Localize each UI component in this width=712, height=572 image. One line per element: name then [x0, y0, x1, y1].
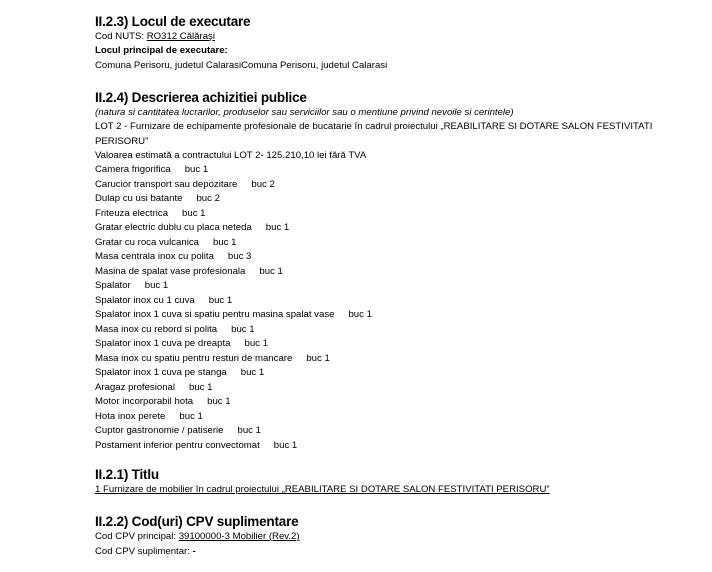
- item-qty: buc 1: [240, 367, 265, 378]
- list-item: [95, 178, 692, 193]
- section-heading-place-of-execution: II.2.3) Locul de executare: [95, 14, 251, 29]
- section-heading-cpv: II.2.2) Cod(uri) CPV suplimentare: [95, 514, 299, 529]
- main-place-value: Comuna Perisoru, judetul CalarasiComuna Perisoru, judetul Calarasi: [95, 60, 388, 71]
- item-qty: buc 3: [227, 251, 252, 262]
- item-qty: buc 1: [348, 309, 372, 320]
- list-item: [95, 424, 692, 439]
- item-name: Gratar electric dublu cu placa neteda: [95, 222, 252, 233]
- item-name: Spalator inox 1 cuva si spatiu pentru masina spalat vase: [95, 309, 335, 320]
- item-name: Masina de spalat vase profesionala: [95, 265, 246, 277]
- item-qty: buc 1: [207, 396, 231, 407]
- list-item: [95, 207, 692, 222]
- cpv-extra-label: Cod CPV suplimentar:: [95, 546, 193, 557]
- lot-title: 1 Furnizare de mobilier în cadrul proiectului „REABILITARE SI DOTARE SALON FESTIVITATI PERISORU”: [95, 484, 550, 495]
- list-item: [95, 279, 692, 294]
- cpv-main-label: Cod CPV principal:: [95, 531, 179, 542]
- list-item: [95, 439, 692, 454]
- list-item: [95, 410, 692, 425]
- item-name: Postament inferior pentru convectomat: [95, 439, 260, 451]
- item-name: Friteuza electrica: [95, 207, 169, 219]
- list-item: [95, 192, 692, 207]
- item-name: Camera frigorifica: [95, 164, 171, 175]
- cpv-extra-value: -: [192, 546, 196, 557]
- list-item: [95, 236, 692, 251]
- item-name: Spalator inox cu 1 cuva: [95, 294, 195, 306]
- item-name: Spalator: [95, 280, 131, 291]
- item-qty: buc 1: [237, 425, 261, 436]
- item-qty: buc 1: [273, 439, 298, 451]
- cpv-extra-line: [95, 545, 692, 560]
- item-qty: buc 1: [189, 381, 213, 393]
- equipment-list: [95, 163, 692, 453]
- nuts-code-label: Cod NUTS:: [95, 31, 147, 42]
- cpv-main-line: [95, 530, 692, 545]
- list-item: [95, 308, 692, 323]
- item-qty: buc 1: [306, 352, 330, 364]
- estimated-value: Valoarea estimată a contractului LOT 2- 125.210,10 lei fără TVA: [95, 150, 367, 161]
- item-qty: buc 1: [144, 280, 169, 291]
- item-qty: buc 1: [212, 236, 237, 248]
- item-name: Spalator inox 1 cuva pe dreapta: [95, 338, 231, 349]
- section-heading-title: II.2.1) Titlu: [95, 467, 159, 482]
- item-name: Motor incorporabil hota: [95, 396, 194, 407]
- item-name: Cuptor gastronomie / patiserie: [95, 425, 224, 436]
- description-note: (natura si cantitatea lucrarilor, produselor sau serviciilor sau o mentiune privind nevoile si cerintele): [95, 107, 514, 118]
- item-qty: buc 1: [265, 222, 290, 233]
- list-item: [95, 381, 692, 396]
- list-item: [95, 294, 692, 309]
- list-item: [95, 163, 692, 178]
- item-name: Dulap cu usi batante: [95, 193, 183, 204]
- list-item: [95, 250, 692, 265]
- item-name: Masa centrala inox cu polita: [95, 251, 214, 262]
- list-item: [95, 352, 692, 367]
- lot-description: LOT 2 - Furnizare de echipamente profesionale de bucatarie în cadrul proiectului „REABILITARE SI DOTARE SALON FESTIVITATI PERISORU”: [95, 121, 653, 147]
- item-qty: buc 1: [208, 294, 233, 306]
- list-item: [95, 366, 692, 381]
- item-qty: buc 1: [244, 338, 268, 349]
- item-name: Masa inox cu rebord si polita: [95, 323, 218, 335]
- item-name: Masa inox cu spatiu pentru resturi de mancare: [95, 352, 293, 364]
- list-item: [95, 265, 692, 280]
- main-place-label: Locul principal de executare:: [95, 45, 228, 56]
- item-name: Hota inox perete: [95, 410, 166, 422]
- item-qty: buc 2: [196, 193, 220, 204]
- nuts-code-link[interactable]: RO312 Călăraşi: [146, 31, 215, 42]
- list-item: [95, 337, 692, 352]
- list-item: [95, 221, 692, 236]
- nuts-code-line: [95, 30, 692, 45]
- list-item: [95, 395, 692, 410]
- item-qty: buc 1: [259, 265, 283, 277]
- item-qty: buc 1: [182, 207, 206, 219]
- item-name: Spalator inox 1 cuva pe stanga: [95, 367, 227, 378]
- item-qty: buc 1: [179, 410, 203, 422]
- list-item: [95, 323, 692, 338]
- item-name: Gratar cu roca vulcanica: [95, 236, 199, 248]
- item-qty: buc 1: [184, 164, 209, 175]
- item-qty: buc 1: [231, 323, 255, 335]
- section-heading-description: II.2.4) Descrierea achizitiei publice: [95, 90, 307, 105]
- item-qty: buc 2: [251, 178, 275, 190]
- item-name: Carucior transport sau depozitare: [95, 178, 238, 190]
- cpv-main-link[interactable]: 39100000-3 Mobilier (Rev.2): [178, 531, 300, 542]
- item-name: Aragaz profesional: [95, 381, 175, 393]
- lot-title-line: [95, 483, 692, 498]
